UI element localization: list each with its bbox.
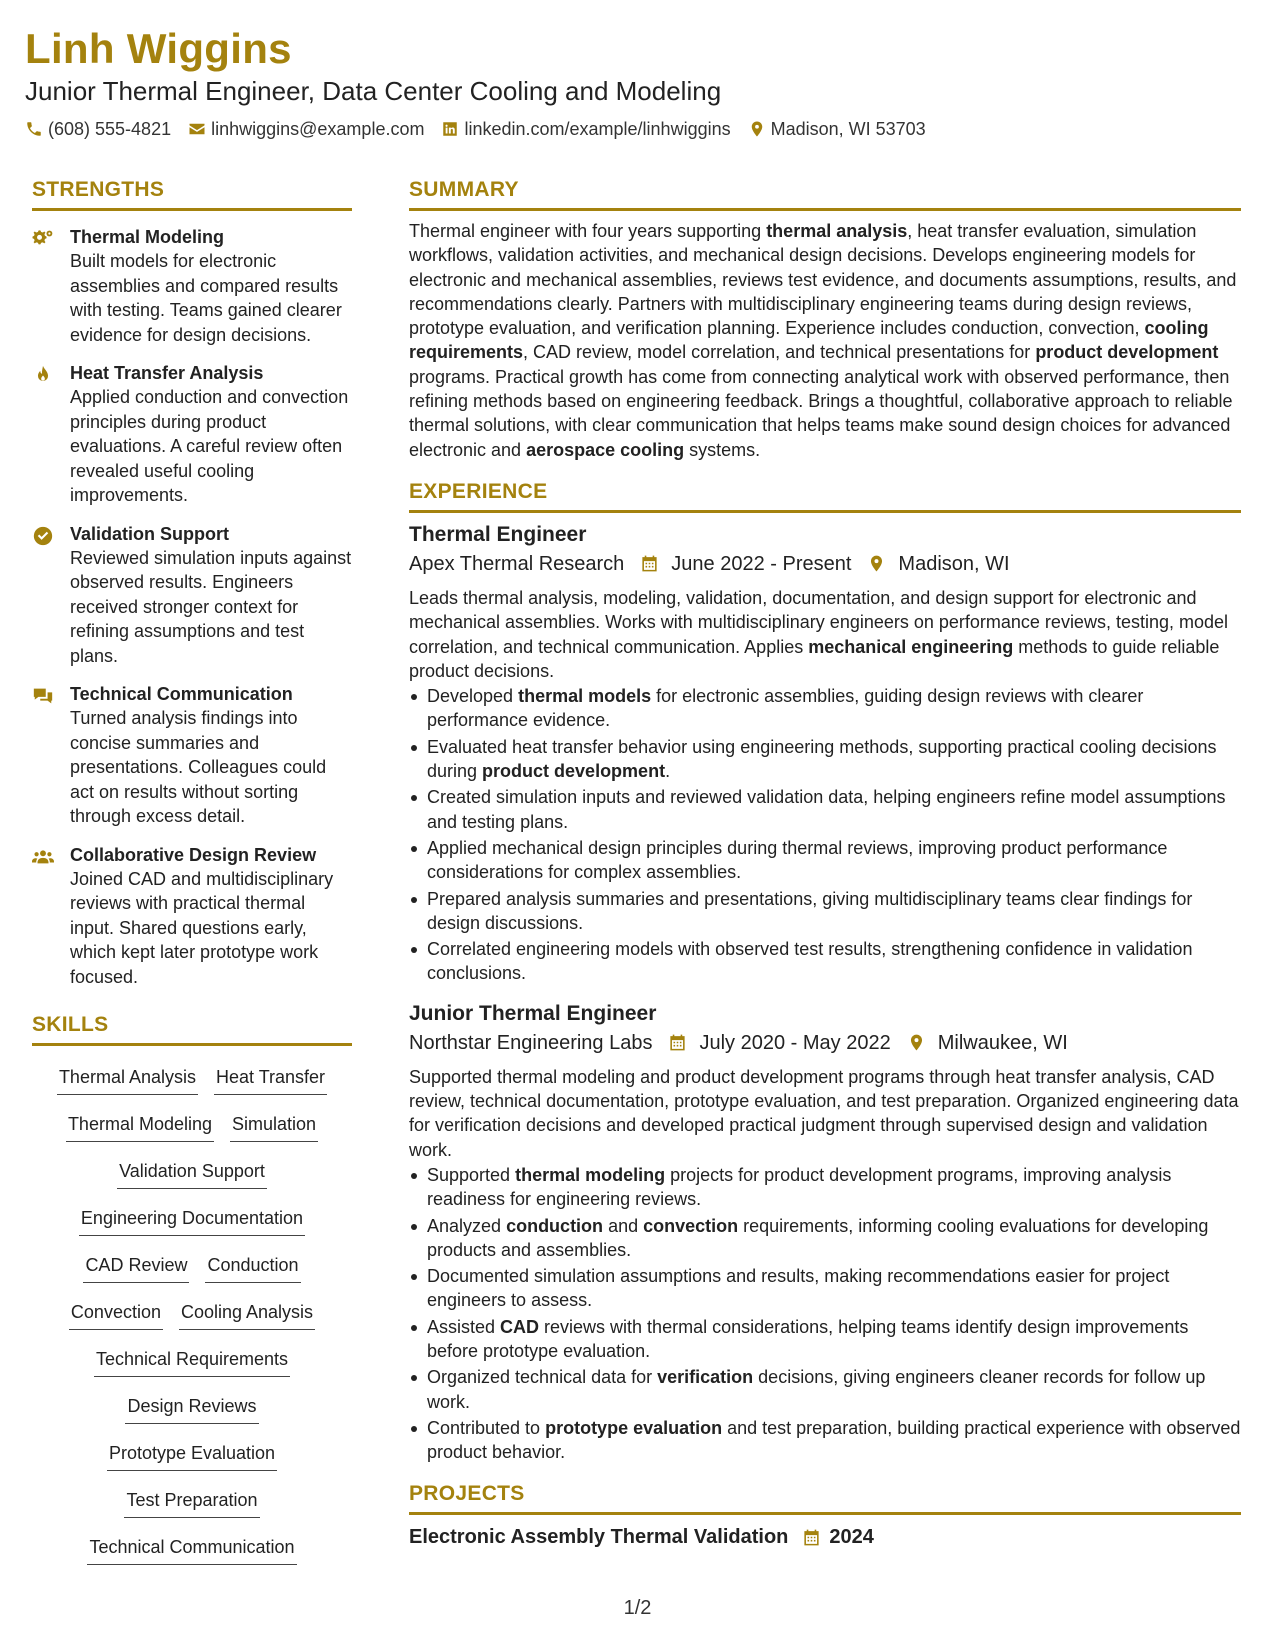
- strength-title: Thermal Modeling: [70, 227, 225, 247]
- skill-tag: Prototype Evaluation: [107, 1438, 277, 1471]
- bold-keyword: cooling requirements: [409, 318, 1209, 363]
- right-column: [409, 176, 1241, 1551]
- bullet-item: Documented simulation assumptions and results, making recommendations easier for project engineers to assess.: [409, 1264, 1241, 1313]
- bold-keyword: verification: [657, 1367, 754, 1388]
- contact-email[interactable]: [188, 117, 424, 141]
- strength-desc: Reviewed simulation inputs against observed results. Engineers received stronger context for refining assumptions and test plans.: [70, 547, 352, 666]
- skill-tag: Technical Communication: [87, 1532, 296, 1565]
- skills-list: [32, 1058, 352, 1575]
- bold-keyword: thermal analysis: [766, 221, 908, 241]
- job-company: Northstar Engineering Labs: [409, 1031, 653, 1054]
- skill-tag: Conduction: [205, 1250, 300, 1283]
- projects-section: [409, 1480, 1241, 1551]
- skill-tag: Convection: [69, 1297, 163, 1330]
- bullet-item: Developed thermal models for electronic assemblies, guiding design reviews with clearer performance evidence.: [409, 684, 1241, 733]
- contact-linkedin[interactable]: [441, 117, 730, 141]
- left-column: [32, 176, 352, 1575]
- bold-keyword: prototype evaluation: [545, 1417, 723, 1438]
- calendar-icon: [668, 1033, 687, 1052]
- strengths-heading: STRENGTHS: [32, 176, 352, 211]
- calendar-icon: [802, 1528, 821, 1547]
- contact-phone[interactable]: [25, 117, 171, 141]
- job-location: Milwaukee, WI: [937, 1031, 1068, 1054]
- contact-bar: [25, 117, 1250, 141]
- check-circle-icon: [32, 525, 54, 547]
- email-icon: [188, 120, 206, 138]
- fire-icon: [32, 364, 54, 386]
- bullet-item: Evaluated heat transfer behavior using engineering methods, supporting practical cooling decisions during product development.: [409, 735, 1241, 784]
- projects-heading: PROJECTS: [409, 1480, 1241, 1515]
- bold-keyword: thermal modeling: [515, 1164, 666, 1185]
- bold-keyword: CAD: [500, 1316, 540, 1337]
- candidate-name: Linh Wiggins: [25, 25, 292, 72]
- job-description: Supported thermal modeling and product development programs through heat transfer analysis, CAD review, technical documentation, prototype evaluation, and test preparation. Organized engineering data for verification decisions and developed practical judgment through supervised design and validation work.: [409, 1066, 1239, 1160]
- skill-tag: CAD Review: [83, 1250, 189, 1283]
- strength-item: [32, 522, 352, 669]
- summary-heading: SUMMARY: [409, 176, 1241, 211]
- bullet-item: Analyzed conduction and convection requirements, informing cooling evaluations for developing products and assemblies.: [409, 1214, 1241, 1263]
- strength-desc: Joined CAD and multidisciplinary reviews with practical thermal input. Shared questions early, which kept later prototype work focused.: [70, 868, 334, 987]
- project-title: Electronic Assembly Thermal Validation: [409, 1526, 789, 1549]
- linkedin-icon: [441, 120, 459, 138]
- job-title: Junior Thermal Engineer: [409, 1001, 657, 1025]
- strength-item: [32, 225, 352, 347]
- strengths-list: [32, 225, 352, 989]
- skill-tag: Technical Requirements: [94, 1344, 290, 1377]
- skill-tag: Test Preparation: [124, 1485, 259, 1518]
- skill-tag: Simulation: [230, 1109, 318, 1142]
- location-icon: [748, 120, 766, 138]
- skill-tag: Engineering Documentation: [79, 1203, 305, 1236]
- phone-icon: [25, 120, 43, 138]
- bold-keyword: conduction: [506, 1215, 604, 1236]
- users-icon: [32, 846, 54, 868]
- bold-keyword: product development: [482, 761, 666, 782]
- comments-icon: [32, 685, 54, 707]
- strength-item: [32, 682, 352, 829]
- calendar-icon: [640, 554, 659, 573]
- bold-keyword: aerospace cooling: [526, 439, 685, 460]
- job-title: Thermal Engineer: [409, 522, 587, 546]
- location-icon: [867, 554, 886, 573]
- skill-tag: Thermal Analysis: [57, 1062, 198, 1095]
- strength-title: Heat Transfer Analysis: [70, 363, 264, 383]
- job-description: Leads thermal analysis, modeling, validation, documentation, and design support for electronic and mechanical assemblies. Works with multidisciplinary engineers on performance reviews, testing, model correlation, and technical communication. Applies mechanical engineering methods to guide reliable product decisions.: [409, 587, 1229, 681]
- bullet-item: Prepared analysis summaries and presentations, giving multidisciplinary teams clear findings for design discussions.: [409, 887, 1241, 936]
- headline: Junior Thermal Engineer, Data Center Cooling and Modeling: [25, 76, 722, 106]
- resume-header: [25, 24, 1250, 141]
- bullet-item: Contributed to prototype evaluation and test preparation, building practical experience with observed product behavior.: [409, 1416, 1241, 1465]
- bullet-item: Assisted CAD reviews with thermal considerations, helping teams identify design improvements before prototype evaluation.: [409, 1315, 1241, 1364]
- skill-tag: Cooling Analysis: [179, 1297, 315, 1330]
- job-meta: [409, 1029, 1241, 1057]
- skill-tag: Design Reviews: [125, 1391, 258, 1424]
- bold-keyword: product development: [1035, 342, 1219, 363]
- job-dates: June 2022 - Present: [671, 552, 852, 575]
- skill-tag: Heat Transfer: [214, 1062, 327, 1095]
- bullet-item: Correlated engineering models with observed test results, strengthening confidence in validation conclusions.: [409, 937, 1241, 986]
- phone-text: (608) 555-4821: [48, 119, 172, 139]
- strength-desc: Turned analysis findings into concise summaries and presentations. Colleagues could act on results without sorting through excess detail.: [70, 708, 327, 826]
- job-entry: [409, 521, 1241, 986]
- gears-icon: [32, 228, 54, 250]
- job-bullets: [409, 684, 1241, 986]
- linkedin-text: linkedin.com/example/linhwiggins: [464, 119, 731, 139]
- strength-desc: Applied conduction and convection principles during product evaluations. A careful review often revealed useful cooling improvements.: [70, 387, 349, 505]
- job-entry: [409, 1000, 1241, 1465]
- bullet-item: Supported thermal modeling projects for product development programs, improving analysis readiness for engineering reviews.: [409, 1163, 1241, 1212]
- bold-keyword: mechanical engineering: [808, 636, 1014, 657]
- bullet-item: Created simulation inputs and reviewed validation data, helping engineers refine model assumptions and testing plans.: [409, 785, 1241, 834]
- strength-title: Technical Communication: [70, 684, 293, 704]
- strength-item: [32, 361, 352, 508]
- skills-section: [32, 1011, 352, 1575]
- page-number: 1/2: [623, 1597, 652, 1619]
- strength-item: [32, 843, 352, 990]
- bullet-item: Organized technical data for verification decisions, giving engineers cleaner records for follow up work.: [409, 1365, 1241, 1414]
- summary-text: Thermal engineer with four years supporting thermal analysis, heat transfer evaluation, simulation workflows, validation activities, and mechanical design decisions. Develops engineering models for electronic and mechanical assemblies, reviews test evidence, and documents assumptions, results, and recommendations clearly. Partners with multidisciplinary engineering teams during design reviews, prototype evaluation, and verification planning. Experience includes conduction, convection, cooling requirements, CAD review, model correlation, and technical presentations for product development programs. Practical growth has come from connecting analytical work with observed performance, then refining methods based on engineering feedback. Brings a thoughtful, collaborative approach to reliable thermal solutions, with clear communication that helps teams make sound design choices for advanced electronic and aerospace cooling systems.: [409, 221, 1237, 460]
- job-bullets: [409, 1163, 1241, 1465]
- bullet-item: Applied mechanical design principles during thermal reviews, improving product performance considerations for complex assemblies.: [409, 836, 1241, 885]
- location-icon: [907, 1033, 926, 1052]
- strength-desc: Built models for electronic assemblies and compared results with testing. Teams gained clearer evidence for design decisions.: [70, 251, 342, 345]
- location-text: Madison, WI 53703: [770, 119, 926, 139]
- contact-location: [748, 117, 926, 141]
- project-entry: [409, 1523, 1241, 1551]
- job-company: Apex Thermal Research: [409, 552, 625, 575]
- skill-tag: Validation Support: [117, 1156, 267, 1189]
- experience-section: [409, 478, 1241, 1465]
- email-text: linhwiggins@example.com: [211, 119, 425, 139]
- job-meta: [409, 550, 1241, 578]
- strength-title: Validation Support: [70, 523, 230, 544]
- bold-keyword: thermal models: [518, 686, 652, 707]
- project-year: 2024: [829, 1526, 874, 1549]
- job-dates: July 2020 - May 2022: [699, 1031, 891, 1054]
- job-location: Madison, WI: [898, 552, 1010, 575]
- bold-keyword: convection: [643, 1215, 739, 1236]
- experience-heading: EXPERIENCE: [409, 478, 1241, 513]
- skills-heading: SKILLS: [32, 1011, 352, 1046]
- strength-title: Collaborative Design Review: [70, 844, 317, 865]
- skill-tag: Thermal Modeling: [66, 1109, 214, 1142]
